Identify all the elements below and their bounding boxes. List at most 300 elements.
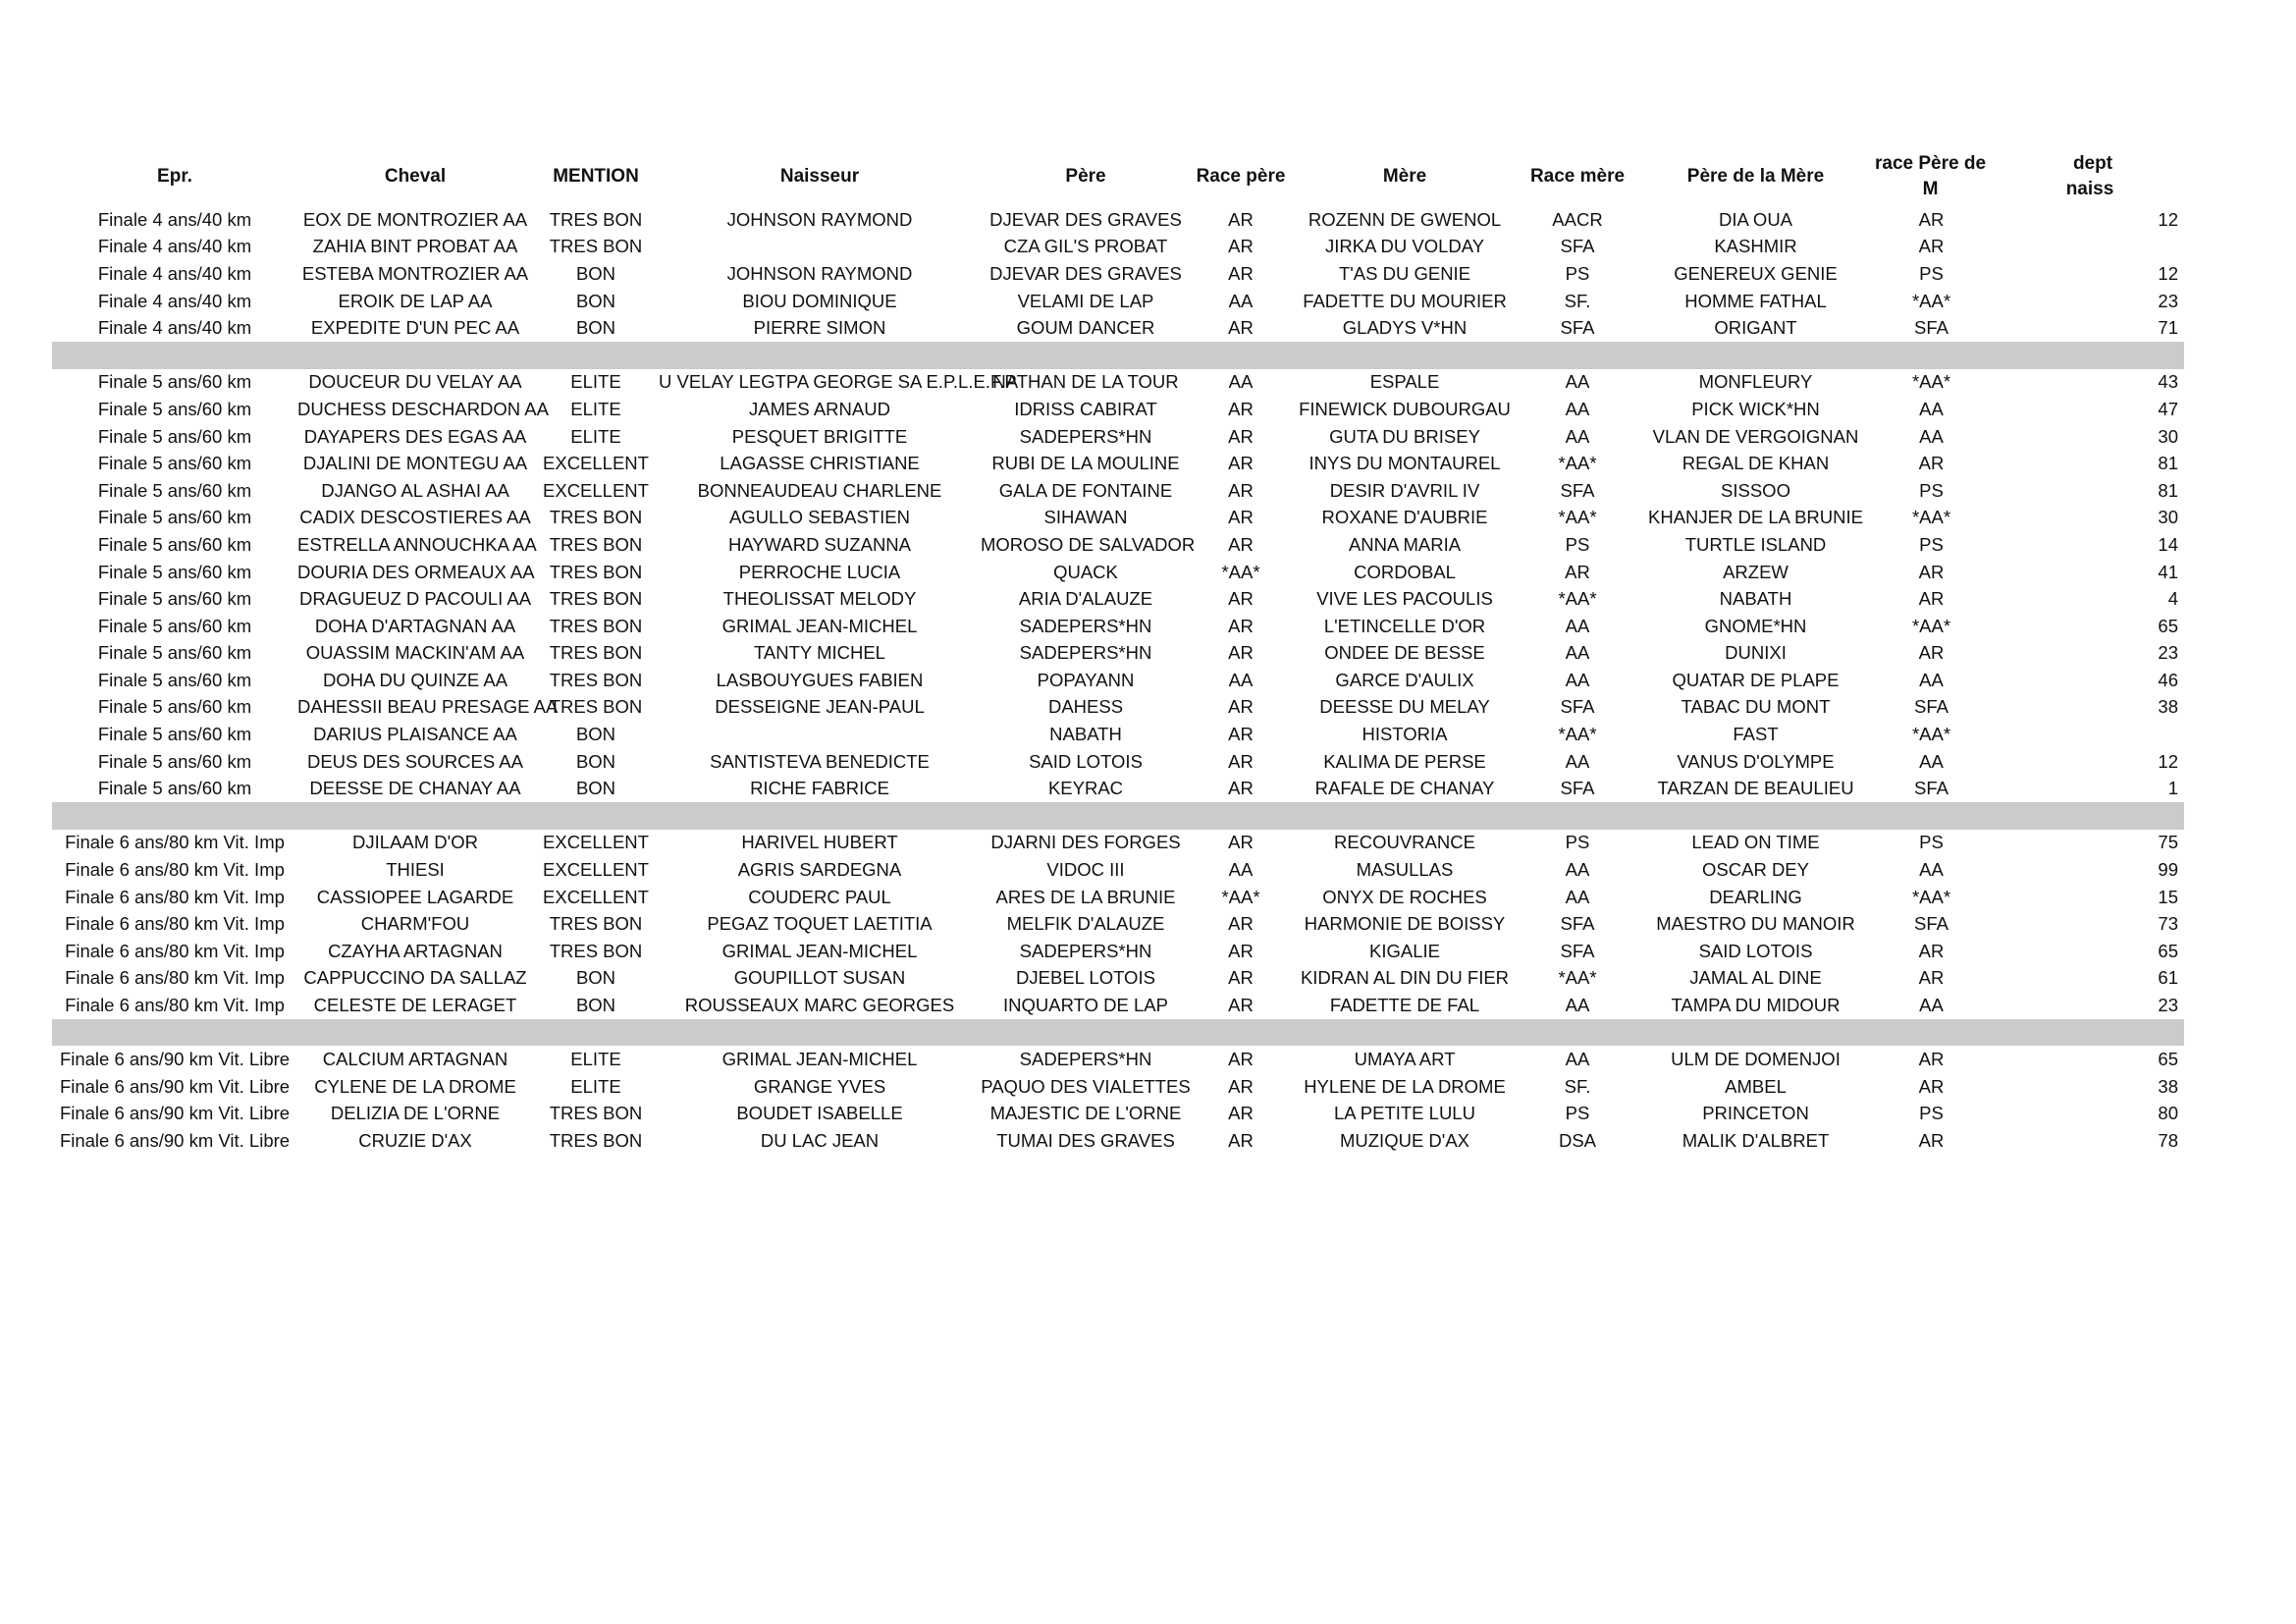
cell-pere-de-la-mere: SAID LOTOIS (1698, 940, 1813, 961)
cell-dept-naiss: 81 (2158, 479, 2178, 501)
cell-mere: VIVE LES PACOULIS (1316, 588, 1493, 610)
cell-pere-de-la-mere: KASHMIR (1714, 236, 1797, 257)
cell-mention: EXCELLENT (543, 886, 649, 907)
group-separator-band (52, 342, 2184, 369)
cell-race-mere: SFA (1560, 696, 1595, 718)
cell-dept-naiss: 30 (2158, 425, 2178, 447)
cell-pere: TUMAI DES GRAVES (996, 1129, 1175, 1151)
cell-pere-de-la-mere: ORIGANT (1714, 317, 1797, 339)
cell-naisseur: BOUDET ISABELLE (736, 1103, 903, 1124)
cell-race-pere-de-m: SFA (1914, 696, 1949, 718)
cell-pere-de-la-mere: JAMAL AL DINE (1689, 967, 1822, 989)
cell-race-mere: PS (1565, 262, 1590, 284)
cell-race-pere: *AA* (1221, 886, 1260, 907)
cell-dept-naiss: 38 (2158, 696, 2178, 718)
cell-race-pere: AR (1228, 533, 1254, 555)
cell-mention: TRES BON (549, 507, 643, 528)
cell-race-pere: AR (1228, 778, 1254, 799)
table-row (52, 856, 2184, 884)
cell-race-mere: AA (1565, 886, 1590, 907)
cell-race-pere: *AA* (1221, 561, 1260, 582)
header-row (52, 147, 2184, 206)
cell-race-mere: AA (1565, 859, 1590, 881)
cell-dept-naiss: 43 (2158, 371, 2178, 393)
cell-pere: GOUM DANCER (1016, 317, 1155, 339)
cell-race-pere: AR (1228, 1075, 1254, 1097)
cell-cheval: CALCIUM ARTAGNAN (322, 1049, 508, 1070)
cell-dept-naiss: 71 (2158, 317, 2178, 339)
cell-pere-de-la-mere: PICK WICK*HN (1691, 398, 1820, 419)
cell-cheval: CZAYHA ARTAGNAN (328, 940, 503, 961)
cell-naisseur: PERROCHE LUCIA (738, 561, 901, 582)
cell-cheval: DJILAAM D'OR (352, 832, 478, 853)
table-row (52, 775, 2184, 802)
cell-race-mere: AR (1565, 561, 1590, 582)
cell-cheval: OUASSIM MACKIN'AM AA (305, 642, 525, 664)
cell-race-pere-de-m: SFA (1914, 778, 1949, 799)
cell-race-mere: *AA* (1558, 453, 1597, 474)
cell-mention: TRES BON (549, 940, 643, 961)
cell-cheval: DOUCEUR DU VELAY AA (308, 371, 522, 393)
cell-race-pere-de-m: PS (1919, 1103, 1944, 1124)
cell-cheval: CHARM'FOU (360, 913, 470, 935)
cell-mere: HISTORIA (1362, 724, 1448, 745)
cell-mention: TRES BON (549, 696, 643, 718)
cell-dept-naiss: 99 (2158, 859, 2178, 881)
cell-epreuve: Finale 5 ans/60 km (97, 479, 252, 501)
cell-epreuve: Finale 5 ans/60 km (97, 696, 252, 718)
cell-pere-de-la-mere: LEAD ON TIME (1691, 832, 1820, 853)
cell-epreuve: Finale 6 ans/90 km Vit. Libre (59, 1075, 291, 1097)
cell-naisseur: THEOLISSAT MELODY (722, 588, 917, 610)
cell-race-pere-de-m: SFA (1914, 317, 1949, 339)
cell-epreuve: Finale 6 ans/80 km Vit. Imp (65, 967, 285, 989)
cell-naisseur: PEGAZ TOQUET LAETITIA (707, 913, 933, 935)
header-race-pere-de-m (1875, 147, 1988, 206)
cell-race-pere-de-m: AR (1918, 208, 1945, 230)
cell-cheval: DJANGO AL ASHAI AA (321, 479, 509, 501)
cell-dept-naiss: 12 (2158, 750, 2178, 772)
cell-cheval: CELESTE DE LERAGET (313, 995, 517, 1016)
cell-cheval: DAHESSII BEAU PRESAGE AA (297, 696, 559, 718)
cell-race-pere-de-m: AR (1918, 940, 1945, 961)
cell-naisseur: AGRIS SARDEGNA (737, 859, 902, 881)
cell-race-pere: AR (1228, 236, 1254, 257)
cell-pere-de-la-mere: NABATH (1719, 588, 1792, 610)
cell-race-mere: AACR (1552, 208, 1603, 230)
cell-race-pere: AR (1228, 262, 1254, 284)
cell-mention: TRES BON (549, 533, 643, 555)
cell-epreuve: Finale 6 ans/80 km Vit. Imp (65, 913, 285, 935)
header-mere: Mère (1382, 166, 1427, 187)
group-separator (52, 802, 2184, 830)
cell-race-pere: AR (1228, 1129, 1254, 1151)
cell-naisseur: GOUPILLOT SUSAN (733, 967, 906, 989)
table-row (52, 288, 2184, 315)
cell-dept-naiss (1988, 721, 2184, 748)
cell-mere: DESIR D'AVRIL IV (1329, 479, 1480, 501)
cell-race-mere: AA (1565, 995, 1590, 1016)
cell-pere-de-la-mere: AMBEL (1725, 1075, 1787, 1097)
cell-pere: MAJESTIC DE L'ORNE (989, 1103, 1182, 1124)
cell-mere: HARMONIE DE BOISSY (1304, 913, 1506, 935)
table-row (52, 938, 2184, 965)
cell-race-mere: SFA (1560, 479, 1595, 501)
cell-race-pere: AR (1228, 832, 1254, 853)
cell-pere: SAID LOTOIS (1029, 750, 1143, 772)
cell-pere: VIDOC III (1046, 859, 1125, 881)
cell-pere-de-la-mere: MONFLEURY (1698, 371, 1813, 393)
cell-mention: BON (575, 967, 616, 989)
cell-pere: PAQUO DES VIALETTES (981, 1075, 1191, 1097)
cell-pere: SIHAWAN (1043, 507, 1128, 528)
cell-race-pere-de-m: AR (1918, 1129, 1945, 1151)
cell-cheval: CASSIOPEE LAGARDE (316, 886, 514, 907)
cell-epreuve: Finale 6 ans/90 km Vit. Libre (59, 1103, 291, 1124)
cell-naisseur (659, 234, 981, 261)
group-separator (52, 342, 2184, 369)
cell-cheval: DAYAPERS DES EGAS AA (303, 425, 527, 447)
cell-epreuve: Finale 5 ans/60 km (97, 642, 252, 664)
cell-epreuve: Finale 5 ans/60 km (97, 615, 252, 636)
cell-race-mere: PS (1565, 533, 1590, 555)
cell-cheval: CRUZIE D'AX (358, 1129, 472, 1151)
cell-race-pere-de-m: AR (1918, 1075, 1945, 1097)
cell-race-pere-de-m: PS (1919, 832, 1944, 853)
cell-naisseur: JAMES ARNAUD (749, 398, 890, 419)
cell-mention: TRES BON (549, 588, 643, 610)
cell-dept-naiss: 47 (2158, 398, 2178, 419)
cell-race-pere: AR (1228, 750, 1254, 772)
cell-race-pere: AR (1228, 479, 1254, 501)
cell-mention: ELITE (570, 425, 621, 447)
cell-epreuve: Finale 5 ans/60 km (97, 561, 252, 582)
cell-race-mere: DSA (1558, 1129, 1597, 1151)
cell-mere: ROZENN DE GWENOL (1308, 208, 1502, 230)
cell-mention: BON (575, 750, 616, 772)
cell-race-mere: AA (1565, 642, 1590, 664)
cell-naisseur: LASBOUYGUES FABIEN (716, 669, 924, 690)
header-mention: MENTION (553, 166, 639, 187)
cell-pere-de-la-mere: SISSOO (1721, 479, 1790, 501)
cell-pere-de-la-mere: REGAL DE KHAN (1682, 453, 1830, 474)
table-row (52, 965, 2184, 993)
cell-cheval: DEUS DES SOURCES AA (306, 750, 523, 772)
cell-race-pere-de-m: AA (1919, 398, 1944, 419)
table-row (52, 234, 2184, 261)
cell-epreuve: Finale 5 ans/60 km (97, 750, 252, 772)
cell-pere: SADEPERS*HN (1019, 615, 1152, 636)
cell-race-pere-de-m: *AA* (1911, 886, 1951, 907)
cell-epreuve: Finale 6 ans/90 km Vit. Libre (59, 1049, 291, 1070)
cell-mere: JIRKA DU VOLDAY (1324, 236, 1485, 257)
cell-epreuve: Finale 5 ans/60 km (97, 778, 252, 799)
cell-pere-de-la-mere: MAESTRO DU MANOIR (1656, 913, 1855, 935)
cell-mention: TRES BON (549, 669, 643, 690)
cell-dept-naiss: 75 (2158, 832, 2178, 853)
cell-dept-naiss: 30 (2158, 507, 2178, 528)
cell-race-pere: AR (1228, 642, 1254, 664)
cell-epreuve: Finale 6 ans/80 km Vit. Imp (65, 995, 285, 1016)
cell-race-mere: SF. (1564, 1075, 1591, 1097)
header-pere: Père (1065, 166, 1106, 187)
cell-race-mere: AA (1565, 398, 1590, 419)
cell-mere: ESPALE (1369, 371, 1440, 393)
table-row (52, 531, 2184, 559)
cell-race-pere: AR (1228, 453, 1254, 474)
cell-mere: DEESSE DU MELAY (1319, 696, 1490, 718)
cell-race-mere: SFA (1560, 778, 1595, 799)
cell-cheval: DEESSE DE CHANAY AA (309, 778, 521, 799)
cell-naisseur: RICHE FABRICE (750, 778, 889, 799)
cell-mere: RECOUVRANCE (1334, 832, 1475, 853)
cell-race-mere: PS (1565, 1103, 1590, 1124)
cell-dept-naiss: 14 (2158, 533, 2178, 555)
table-row (52, 667, 2184, 694)
header-epr: Epr. (157, 166, 192, 187)
cell-mention: TRES BON (549, 615, 643, 636)
cell-mention: BON (575, 778, 616, 799)
cell-mere: L'ETINCELLE D'OR (1323, 615, 1486, 636)
cell-race-mere: AA (1565, 1049, 1590, 1070)
cell-pere-de-la-mere: DEARLING (1709, 886, 1802, 907)
cell-cheval: DUCHESS DESCHARDON AA (297, 398, 549, 419)
cell-race-pere-de-m: SFA (1914, 913, 1949, 935)
cell-cheval: CAPPUCCINO DA SALLAZ (303, 967, 527, 989)
header-race-pere-de-m-line1: race Père de (1875, 153, 1987, 174)
cell-naisseur: BIOU DOMINIQUE (742, 290, 897, 311)
cell-mere: ANNA MARIA (1348, 533, 1462, 555)
cell-mention: BON (575, 995, 616, 1016)
table-row (52, 1073, 2184, 1101)
cell-mere: MASULLAS (1356, 859, 1454, 881)
cell-pere-de-la-mere: TURTLE ISLAND (1684, 533, 1827, 555)
cell-epreuve: Finale 6 ans/80 km Vit. Imp (65, 832, 285, 853)
cell-mention: ELITE (570, 398, 621, 419)
cell-cheval: DOHA D'ARTAGNAN AA (314, 615, 516, 636)
table-row (52, 450, 2184, 477)
cell-cheval: DARIUS PLAISANCE AA (313, 724, 517, 745)
cell-dept-naiss: 61 (2158, 967, 2178, 989)
cell-pere: NATHAN DE LA TOUR (992, 371, 1179, 393)
cell-pere-de-la-mere: ARZEW (1723, 561, 1789, 582)
cell-naisseur: JOHNSON RAYMOND (726, 208, 913, 230)
cell-mere: T'AS DU GENIE (1338, 262, 1471, 284)
cell-race-mere: *AA* (1558, 967, 1597, 989)
cell-cheval: DOHA DU QUINZE AA (322, 669, 508, 690)
cell-naisseur: JOHNSON RAYMOND (726, 262, 913, 284)
cell-pere-de-la-mere: VLAN DE VERGOIGNAN (1652, 425, 1859, 447)
cell-naisseur: DESSEIGNE JEAN-PAUL (715, 696, 925, 718)
cell-race-mere: *AA* (1558, 507, 1597, 528)
cell-dept-naiss: 1 (2167, 778, 2178, 799)
cell-pere: SADEPERS*HN (1019, 1049, 1152, 1070)
cell-race-pere-de-m: AR (1918, 561, 1945, 582)
table-row (52, 613, 2184, 640)
cell-mention: BON (575, 724, 616, 745)
cell-race-mere: SFA (1560, 913, 1595, 935)
cell-mention: BON (575, 262, 616, 284)
cell-dept-naiss: 41 (2158, 561, 2178, 582)
cell-naisseur: AGULLO SEBASTIEN (728, 507, 911, 528)
cell-naisseur: GRIMAL JEAN-MICHEL (721, 940, 918, 961)
cell-mention: ELITE (570, 1049, 621, 1070)
cell-dept-naiss: 12 (2158, 262, 2178, 284)
cell-epreuve: Finale 6 ans/80 km Vit. Imp (65, 886, 285, 907)
cell-mere: ONDEE DE BESSE (1324, 642, 1485, 664)
cell-pere-de-la-mere: FAST (1733, 724, 1779, 745)
cell-epreuve: Finale 5 ans/60 km (97, 398, 252, 419)
cell-race-mere: AA (1565, 425, 1590, 447)
cell-mention: TRES BON (549, 1103, 643, 1124)
cell-mention: BON (575, 317, 616, 339)
cell-naisseur: LAGASSE CHRISTIANE (720, 453, 920, 474)
cell-dept-naiss: 80 (2158, 1103, 2178, 1124)
cell-mere: MUZIQUE D'AX (1339, 1129, 1469, 1151)
cell-race-mere: AA (1565, 669, 1590, 690)
cell-mention: TRES BON (549, 913, 643, 935)
cell-pere: MELFIK D'ALAUZE (1006, 913, 1165, 935)
cell-mere: KIGALIE (1369, 940, 1440, 961)
cell-pere-de-la-mere: DUNIXI (1725, 642, 1787, 664)
table-row (52, 884, 2184, 911)
group-separator (52, 1019, 2184, 1047)
cell-epreuve: Finale 5 ans/60 km (97, 533, 252, 555)
cell-naisseur: TANTY MICHEL (754, 642, 885, 664)
cell-cheval: DOURIA DES ORMEAUX AA (297, 561, 535, 582)
cell-mere: KALIMA DE PERSE (1323, 750, 1486, 772)
cell-race-pere-de-m: AA (1919, 859, 1944, 881)
cell-naisseur: DU LAC JEAN (760, 1129, 880, 1151)
cell-dept-naiss: 65 (2158, 615, 2178, 636)
cell-race-pere: AR (1228, 1049, 1254, 1070)
cell-pere-de-la-mere: QUATAR DE PLAPE (1672, 669, 1840, 690)
cell-pere: RUBI DE LA MOULINE (991, 453, 1180, 474)
cell-cheval: CADIX DESCOSTIERES AA (299, 507, 531, 528)
cell-epreuve: Finale 6 ans/80 km Vit. Imp (65, 940, 285, 961)
cell-cheval: DELIZIA DE L'ORNE (330, 1103, 501, 1124)
table-row (52, 748, 2184, 776)
cell-epreuve: Finale 4 ans/40 km (97, 208, 252, 230)
header-naisseur: Naisseur (779, 166, 860, 187)
cell-race-mere: SF. (1564, 290, 1591, 311)
cell-race-mere: AA (1565, 615, 1590, 636)
cell-race-pere-de-m: *AA* (1911, 507, 1951, 528)
cell-pere: IDRISS CABIRAT (1014, 398, 1157, 419)
cell-pere-de-la-mere: ULM DE DOMENJOI (1671, 1049, 1841, 1070)
cell-pere-de-la-mere: VANUS D'OLYMPE (1677, 750, 1835, 772)
cell-naisseur: HARIVEL HUBERT (741, 832, 898, 853)
cell-race-mere: *AA* (1558, 724, 1597, 745)
cell-race-pere-de-m: AR (1918, 967, 1945, 989)
cell-epreuve: Finale 5 ans/60 km (97, 669, 252, 690)
table-row (52, 314, 2184, 342)
table-row (52, 505, 2184, 532)
cell-cheval: EXPEDITE D'UN PEC AA (310, 317, 520, 339)
cell-race-pere: AR (1228, 398, 1254, 419)
cell-cheval: EOX DE MONTROZIER AA (302, 208, 528, 230)
cell-pere: ARES DE LA BRUNIE (995, 886, 1176, 907)
header-race-pere-de-m-line2: M (1922, 179, 1939, 199)
cell-naisseur: HAYWARD SUZANNA (727, 533, 912, 555)
cell-cheval: ESTEBA MONTROZIER AA (301, 262, 529, 284)
cell-race-pere: AR (1228, 913, 1254, 935)
table-row (52, 721, 2184, 748)
table-row (52, 694, 2184, 722)
cell-pere-de-la-mere: TARZAN DE BEAULIEU (1657, 778, 1854, 799)
cell-pere: DAHESS (1047, 696, 1124, 718)
cell-naisseur (659, 721, 981, 748)
cell-race-pere: AA (1228, 859, 1254, 881)
group-separator-band (52, 802, 2184, 830)
cell-mere: CORDOBAL (1354, 561, 1456, 582)
cell-dept-naiss: 81 (2158, 453, 2178, 474)
cell-mention: TRES BON (549, 208, 643, 230)
cell-mere: GLADYS V*HN (1342, 317, 1468, 339)
cell-epreuve: Finale 6 ans/80 km Vit. Imp (65, 859, 285, 881)
cell-naisseur: GRIMAL JEAN-MICHEL (721, 615, 918, 636)
cell-race-pere: AR (1228, 507, 1254, 528)
cell-pere: SADEPERS*HN (1019, 642, 1152, 664)
cell-race-pere: AR (1228, 425, 1254, 447)
cell-epreuve: Finale 6 ans/90 km Vit. Libre (59, 1129, 291, 1151)
cell-naisseur: PESQUET BRIGITTE (731, 425, 908, 447)
cell-dept-naiss: 23 (2158, 642, 2178, 664)
cell-mention: ELITE (570, 1075, 621, 1097)
cell-pere: INQUARTO DE LAP (1003, 995, 1168, 1016)
cell-race-pere: AR (1228, 995, 1254, 1016)
cell-pere-de-la-mere: HOMME FATHAL (1684, 290, 1827, 311)
cell-race-pere: AR (1228, 317, 1254, 339)
cell-pere-de-la-mere: KHANJER DE LA BRUNIE (1648, 507, 1863, 528)
cell-race-pere-de-m: AR (1918, 642, 1945, 664)
cell-race-pere: AR (1228, 615, 1254, 636)
cell-race-pere-de-m: AA (1919, 995, 1944, 1016)
cell-race-mere: SFA (1560, 236, 1595, 257)
cell-dept-naiss: 38 (2158, 1075, 2178, 1097)
cell-race-pere-de-m: AR (1918, 236, 1945, 257)
cell-pere: DJEBEL LOTOIS (1016, 967, 1155, 989)
cell-pere-de-la-mere: DIA OUA (1718, 208, 1793, 230)
cell-mention: EXCELLENT (543, 479, 649, 501)
table-row (52, 396, 2184, 423)
cell-cheval: THIESI (386, 859, 445, 881)
cell-epreuve: Finale 4 ans/40 km (97, 290, 252, 311)
cell-pere: SADEPERS*HN (1019, 425, 1152, 447)
table-row (52, 477, 2184, 505)
cell-epreuve: Finale 4 ans/40 km (97, 317, 252, 339)
cell-mere: UMAYA ART (1354, 1049, 1456, 1070)
cell-mention: EXCELLENT (543, 859, 649, 881)
cell-race-pere: AA (1228, 290, 1254, 311)
cell-mere: LA PETITE LULU (1334, 1103, 1475, 1124)
cell-mere: INYS DU MONTAUREL (1308, 453, 1501, 474)
cell-pere: NABATH (1049, 724, 1122, 745)
group-separator-band (52, 1019, 2184, 1047)
cell-mention: EXCELLENT (543, 453, 649, 474)
cell-epreuve: Finale 5 ans/60 km (97, 425, 252, 447)
cell-pere: CZA GIL'S PROBAT (1003, 236, 1168, 257)
cell-race-pere-de-m: AA (1919, 750, 1944, 772)
cell-pere-de-la-mere: GENEREUX GENIE (1674, 262, 1838, 284)
table-row (52, 585, 2184, 613)
cell-cheval: EROIK DE LAP AA (338, 290, 493, 311)
cell-mention: ELITE (570, 371, 621, 393)
cell-race-mere: PS (1565, 832, 1590, 853)
cell-race-pere-de-m: AR (1918, 453, 1945, 474)
cell-cheval: CYLENE DE LA DROME (314, 1075, 516, 1097)
cell-naisseur: ROUSSEAUX MARC GEORGES (684, 995, 955, 1016)
